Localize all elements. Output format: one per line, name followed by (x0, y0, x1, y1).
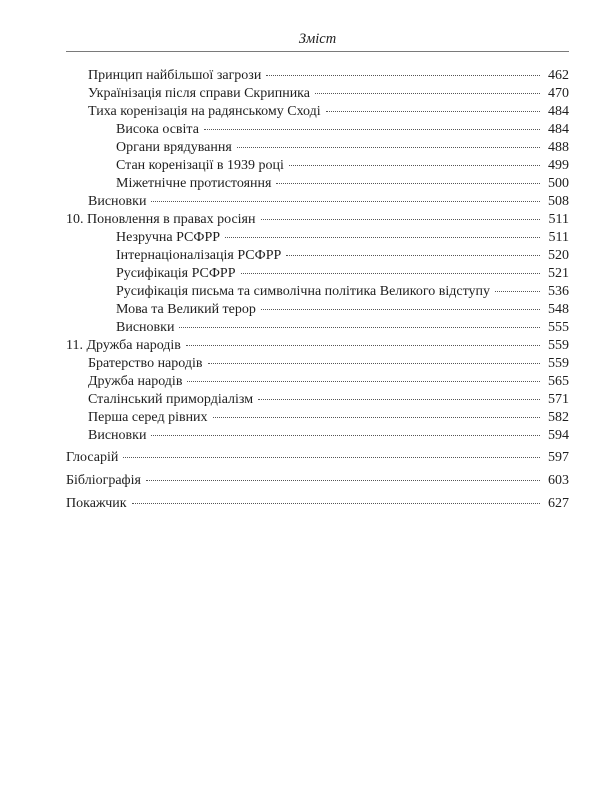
running-head: Зміст (298, 31, 337, 47)
toc-entry-title: Українізація після справи Скрипника (88, 86, 310, 101)
toc-entry[interactable] (66, 301, 569, 319)
toc-entry[interactable] (66, 121, 569, 139)
toc-entry[interactable] (66, 175, 569, 193)
toc-chapter-title: 10. Поновлення в правах росіян (66, 212, 256, 227)
toc-entry[interactable] (66, 391, 569, 409)
toc-entry-page: 555 (548, 320, 569, 335)
toc-entry[interactable] (66, 103, 569, 121)
toc-entry[interactable] (66, 283, 569, 301)
dot-leader (151, 201, 540, 202)
dot-leader (261, 219, 541, 220)
toc-entry[interactable] (66, 139, 569, 157)
toc-entry-title: Мова та Великий терор (116, 302, 256, 317)
dot-leader (276, 183, 540, 184)
toc-entry-page: 597 (548, 450, 569, 465)
toc-entry-page: 603 (548, 473, 569, 488)
toc-chapter-title: Глосарій (66, 450, 119, 465)
toc-chapter-title: Покажчик (66, 496, 127, 511)
dot-leader (132, 503, 540, 504)
dot-leader (237, 147, 540, 148)
toc-chapter[interactable] (66, 495, 569, 513)
dot-leader (187, 381, 540, 382)
toc-entry-page: 488 (548, 140, 569, 155)
toc-entry-page: 559 (548, 356, 569, 371)
dot-leader (241, 273, 540, 274)
toc-entry[interactable] (66, 247, 569, 265)
dot-leader (315, 93, 540, 94)
toc-chapter[interactable] (66, 449, 569, 467)
toc-entry[interactable] (66, 355, 569, 373)
toc-entry-page: 499 (548, 158, 569, 173)
toc-entry[interactable] (66, 157, 569, 175)
dot-leader (204, 129, 540, 130)
toc-chapter-title: 11. Дружба народів (66, 338, 181, 353)
dot-leader (123, 457, 540, 458)
toc-entry[interactable] (66, 373, 569, 391)
dot-leader (289, 165, 540, 166)
toc-entry-title: Інтернаціоналізація РСФРР (116, 248, 282, 263)
toc-entry-page: 511 (548, 230, 569, 245)
toc-entry-page: 520 (548, 248, 569, 263)
table-of-contents (66, 67, 569, 513)
toc-entry-page: 627 (548, 496, 569, 511)
dot-leader (225, 237, 540, 238)
toc-entry-page: 511 (548, 212, 569, 227)
toc-entry-title: Висновки (88, 428, 147, 443)
toc-entry-title: Висока освіта (116, 122, 199, 137)
toc-entry-page: 536 (548, 284, 569, 299)
toc-entry-title: Висновки (88, 194, 147, 209)
header-rule (66, 51, 569, 52)
toc-entry[interactable] (66, 427, 569, 445)
toc-entry[interactable] (66, 319, 569, 337)
toc-entry-title: Братерство народів (88, 356, 203, 371)
toc-entry-title: Міжетнічне протистояння (116, 176, 272, 191)
toc-chapter[interactable] (66, 337, 569, 355)
dot-leader (146, 480, 540, 481)
toc-entry[interactable] (66, 229, 569, 247)
toc-chapter[interactable] (66, 211, 569, 229)
dot-leader (179, 327, 540, 328)
toc-entry[interactable] (66, 409, 569, 427)
toc-entry-title: Органи врядування (116, 140, 232, 155)
toc-entry-page: 484 (548, 122, 569, 137)
toc-entry-page: 508 (548, 194, 569, 209)
toc-entry-title: Перша серед рівних (88, 410, 208, 425)
toc-entry-page: 500 (548, 176, 569, 191)
dot-leader (213, 417, 540, 418)
toc-entry[interactable] (66, 85, 569, 103)
toc-entry-page: 571 (548, 392, 569, 407)
toc-entry-title: Незручна РСФРР (116, 230, 221, 245)
dot-leader (186, 345, 540, 346)
toc-entry[interactable] (66, 193, 569, 211)
dot-leader (495, 291, 540, 292)
toc-entry-title: Принцип найбільшої загрози (88, 68, 262, 83)
toc-entry-page: 470 (548, 86, 569, 101)
toc-entry-page: 559 (548, 338, 569, 353)
dot-leader (286, 255, 540, 256)
toc-entry-title: Висновки (116, 320, 175, 335)
toc-chapter-title: Бібліографія (66, 473, 141, 488)
toc-entry-title: Сталінський примордіалізм (88, 392, 254, 407)
dot-leader (266, 75, 540, 76)
toc-entry-title: Русифікація РСФРР (116, 266, 236, 281)
toc-entry-title: Русифікація письма та символічна політика Великого відступу (116, 284, 491, 299)
dot-leader (151, 435, 540, 436)
toc-chapter[interactable] (66, 472, 569, 490)
dot-leader (326, 111, 540, 112)
toc-entry[interactable] (66, 67, 569, 85)
dot-leader (208, 363, 541, 364)
toc-entry-page: 521 (548, 266, 569, 281)
toc-entry-page: 582 (548, 410, 569, 425)
toc-entry-page: 565 (548, 374, 569, 389)
toc-entry-title: Дружба народів (88, 374, 183, 389)
dot-leader (261, 309, 540, 310)
toc-entry[interactable] (66, 265, 569, 283)
toc-entry-page: 594 (548, 428, 569, 443)
toc-entry-page: 548 (548, 302, 569, 317)
toc-entry-title: Стан коренізації в 1939 році (116, 158, 284, 173)
dot-leader (258, 399, 540, 400)
toc-entry-page: 484 (548, 104, 569, 119)
toc-entry-title: Тиха коренізація на радянському Сході (88, 104, 321, 119)
toc-entry-page: 462 (548, 68, 569, 83)
